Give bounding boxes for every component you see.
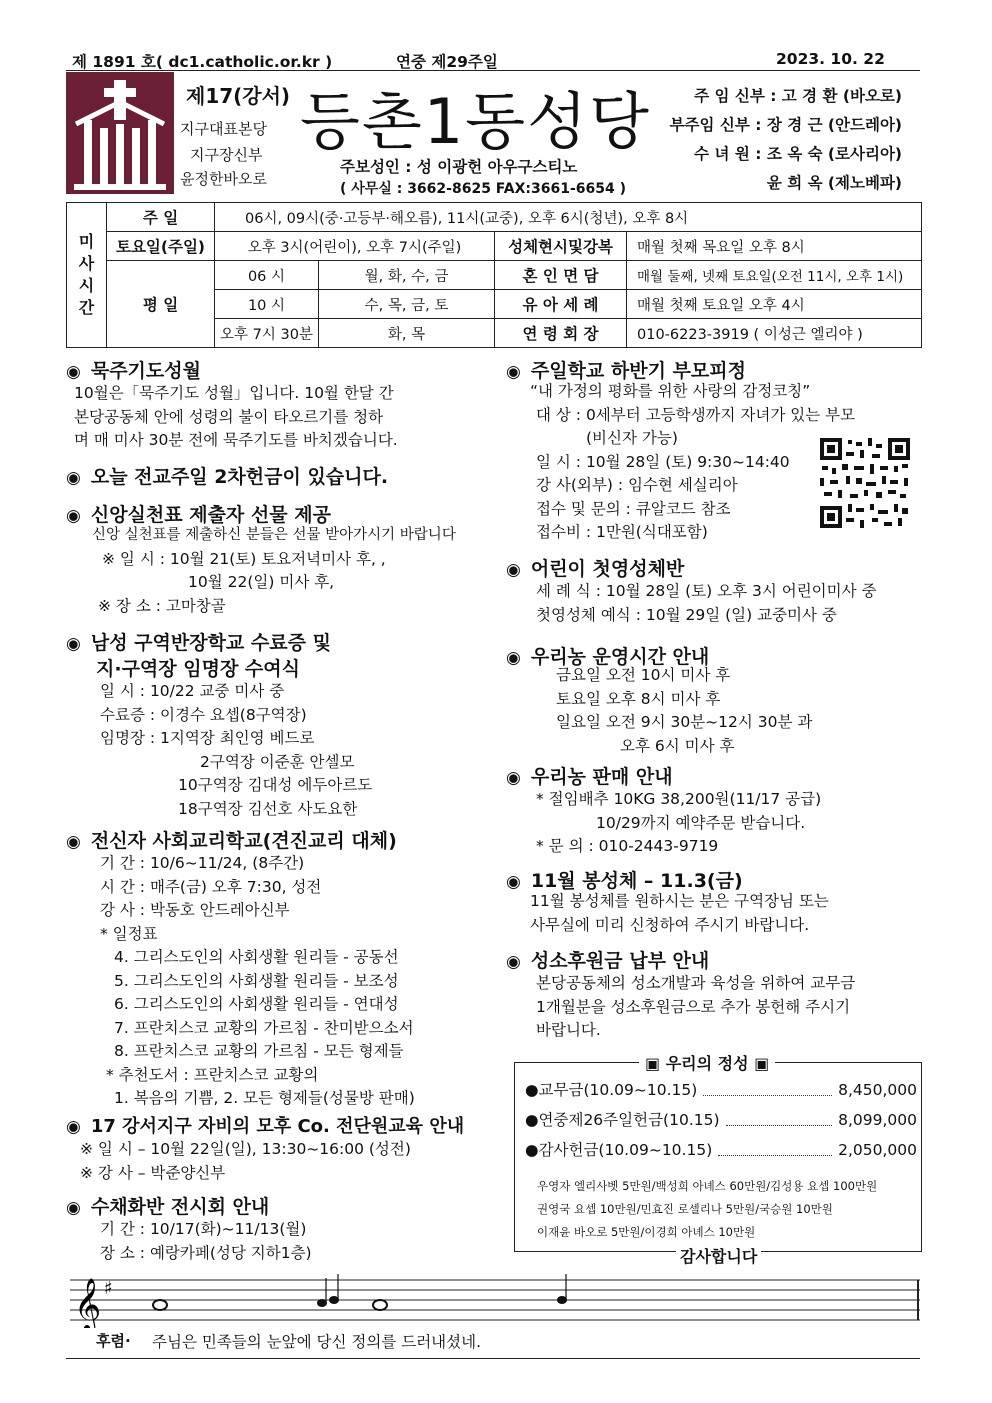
issue-date: 2023. 10. 22	[776, 50, 885, 68]
section-title: ◉ 묵주기도성월	[66, 360, 201, 382]
church-logo	[66, 72, 174, 194]
mass-schedule-table	[66, 202, 922, 348]
bullet-icon: ◉	[66, 1198, 81, 1218]
section-title: ◉ 우리농 운영시간 안내	[506, 646, 710, 668]
offering-title: ▣ 우리의 정성 ▣	[639, 1051, 775, 1074]
sunday-times: 06시, 09시(중·고등부·해오름), 11시(교중), 오후 6시(청년), 오후 8시	[215, 203, 922, 232]
weekday-days: 화, 목	[319, 319, 495, 348]
offering-row: ●연중제26주일헌금(10.15) 8,099,000	[525, 1105, 917, 1135]
liturgical-week: 연중 제29주일	[396, 53, 498, 71]
info-label: 유 아 세 례	[495, 290, 627, 319]
info-label: 혼 인 면 담	[495, 261, 627, 290]
bullet-icon: ◉	[66, 362, 81, 382]
info-label: 연 령 회 장	[495, 319, 627, 348]
weekday-label: 평 일	[107, 261, 215, 348]
section-title: ◉ 주일학교 하반기 부모피정	[506, 360, 746, 382]
adoration-value: 매월 첫째 목요일 오후 8시	[627, 232, 922, 261]
bullet-icon: ◉	[66, 832, 81, 852]
offering-row: ●교무금(10.09~10.15) 8,450,000	[525, 1075, 917, 1105]
section-title: ◉ 우리농 판매 안내	[506, 766, 673, 788]
section-title: ◉ 남성 구역반장학교 수료증 및	[66, 632, 331, 654]
info-value: 010-6223-3919 ( 이성근 엘리야 )	[627, 319, 922, 348]
qr-code[interactable]	[820, 438, 910, 528]
section-body: ※ 일 시 – 10월 22일(일), 13:30~16:00 (성전) ※ 강 사 – 박준양신부	[80, 1140, 411, 1182]
bullet-icon: ◉	[66, 1117, 81, 1137]
adoration-label: 성체현시및강복	[495, 232, 627, 261]
weekday-days: 수, 목, 금, 토	[319, 290, 495, 319]
issue-number: 제 1891 호( dc1.catholic.or.kr )	[72, 53, 333, 71]
page-title: 등촌1동성당	[300, 85, 651, 158]
section-title: ◉ 오늘 전교주일 2차헌금이 있습니다.	[66, 466, 389, 488]
section-body: 기 간 : 10/6~11/24, (8주간) 시 간 : 매주(금) 오후 7:30, 성전 강 사 : 박동호 안드레아신부 * 일정표 4. 그리스도인의 사회생활 원리들 - 공동선 5. 그리스도인의 사회생활 원리들 - 보조성 6. 그리스도인의 사회생활 원리들 - 연대성 7. 프란치스코 교황의 가르침 - 찬미받으소서 8. 프란치스코 교황의 가르침 - 모든 형제들 * 추천도서 : 프란치스코 교황의 1. 복음의 기쁨, 2. 모든 형제들(성물방 판매)	[100, 854, 415, 1107]
bullet-icon: ◉	[506, 560, 521, 580]
footer-rule	[66, 1358, 920, 1359]
mass-side-label: 미 사 시 간	[67, 203, 107, 348]
info-value: 매월 둘째, 넷째 토요일(오전 11시, 오후 1시)	[627, 261, 922, 290]
district-sub2: 지구장신부	[190, 146, 263, 164]
section-body: * 절임배추 10KG 38,200원(11/17 공급) 10/29까지 예약주문 받습니다. * 문 의 : 010-2443-9719	[536, 790, 822, 855]
bullet-icon: ◉	[506, 648, 521, 668]
offering-row: ●감사헌금(10.09~10.15) 2,050,000	[525, 1135, 917, 1165]
saturday-times: 오후 3시(어린이), 오후 7시(주일)	[215, 232, 495, 261]
section-body: 11월 봉성체를 원하시는 분은 구역장님 또는 사무실에 미리 신청하여 주시기 바랍니다.	[530, 892, 829, 934]
section-body: “내 가정의 평화를 위한 사랑의 감정코칭” 대 상 : 0세부터 고등학생까지 자녀가 있는 부모 (비신자 가능) 일 시 : 10월 28일 (토) 9:30~14:40 강 사(외부) : 임수현 세실리아 접수 및 문의 : 큐알코드 참조 접수비 : 1만원(식대포함)	[530, 382, 856, 541]
staff-row: 부주임 신부 : 장 경 근 (안드레아)	[669, 116, 902, 134]
staff-row: 윤 희 옥 (제노베파)	[766, 174, 902, 192]
office-contact: ( 사무실 : 3662-8625 FAX:3661-6654 )	[340, 181, 627, 197]
weekday-time: 10 시	[215, 290, 319, 319]
section-title: ◉ 11월 봉성체 – 11.3(금)	[506, 870, 743, 892]
district-sub1: 지구대표본당	[180, 120, 267, 138]
church-building-icon	[66, 72, 174, 194]
offering-box	[514, 1054, 922, 1252]
staff-row: 주 임 신부 : 고 경 환 (바오로)	[694, 87, 902, 105]
bullet-icon: ◉	[506, 952, 521, 972]
weekday-time: 오후 7시 30분	[215, 319, 319, 348]
section-body: 금요일 오전 10시 미사 후 토요일 오후 8시 미사 후 일요일 오전 9시 30분~12시 30분 과 오후 6시 미사 후	[556, 666, 813, 755]
bullet-icon: ◉	[506, 362, 521, 382]
saturday-label: 토요일(주일)	[107, 232, 215, 261]
section-title: ◉ 어린이 첫영성체반	[506, 558, 685, 580]
section-body: 세 례 식 : 10월 28일 (토) 오후 3시 어린이미사 중 첫영성체 예식 : 10월 29일 (일) 교중미사 중	[536, 582, 877, 624]
staff-row: 수 녀 원 : 조 옥 숙 (로사리아)	[694, 145, 902, 163]
section-body: 10월은「묵주기도 성월」입니다. 10월 한달 간 본당공동체 안에 성령의 불이 타오르기를 청하 며 매 미사 30분 전에 묵주기도를 바치겠습니다.	[74, 384, 398, 449]
weekday-time: 06 시	[215, 261, 319, 290]
psalm-refrain-text: 주님은 민족들의 눈앞에 당신 정의를 드러내셨네.	[152, 1333, 482, 1351]
section-body: 본당공동체의 성소개발과 육성을 위하여 교무금 1개월분을 성소후원금으로 추가 봉헌해 주시기 바랍니다.	[536, 974, 856, 1039]
bullet-icon: ◉	[66, 506, 81, 526]
header-rule	[66, 70, 920, 71]
music-staff	[70, 1268, 920, 1328]
section-title-line2: 지·구역장 임명장 수여식	[96, 658, 300, 680]
treble-staff-icon	[70, 1268, 920, 1328]
section-body: 신앙 실천표를 제출하신 분들은 선물 받아가시기 바랍니다 ※ 일 시 : 10월 21(토) 토요저녁미사 후, , 10월 22(일) 미사 후, ※ 장 소 : 고마창골	[92, 527, 456, 615]
bullet-icon: ◉	[66, 468, 81, 488]
bullet-icon: ◉	[506, 768, 521, 788]
qr-code-icon	[820, 438, 910, 528]
district-name: 제17(강서)	[186, 84, 291, 108]
thanks-text: 감사합니다	[676, 1244, 761, 1267]
sunday-label: 주 일	[107, 203, 215, 232]
section-title: ◉ 17 강서지구 자비의 모후 Co. 전단원교육 안내	[66, 1116, 465, 1137]
weekday-days: 월, 화, 수, 금	[319, 261, 495, 290]
district-sub3: 윤정한바오로	[180, 170, 267, 188]
svg-text:𝄞: 𝄞	[74, 1277, 102, 1328]
staff-list	[652, 82, 902, 198]
section-title: ◉ 신앙실천표 제출자 선물 제공	[66, 504, 331, 526]
bullet-icon: ◉	[506, 872, 521, 892]
donor-list: 우영자 엘리사벳 5만원/백성희 아녜스 60만원/김성용 요셉 100만원 권영국 요셉 10만원/민효진 로셀리나 5만원/국승원 10만원 이재윤 바오로 5만원/이경희 아녜스 10만원	[537, 1179, 878, 1239]
bullet-icon: ◉	[66, 634, 81, 654]
section-body: 일 시 : 10/22 교중 미사 중 수료증 : 이경수 요셉(8구역장) 임명장 : 1지역장 최인영 베드로 2구역장 이준훈 안셀모 10구역장 김대성 에두아르도 18구역장 김선호 사도요한	[100, 682, 373, 818]
section-title: ◉ 성소후원금 납부 안내	[506, 950, 710, 972]
section-title: ◉ 전신자 사회교리학교(견진교리 대체)	[66, 830, 397, 852]
patron-saint: 주보성인 : 성 이광헌 아우구스티노	[340, 158, 578, 176]
svg-text:♯: ♯	[104, 1278, 113, 1299]
section-title: ◉ 수채화반 전시회 안내	[66, 1196, 270, 1218]
section-body: 기 간 : 10/17(화)~11/13(월) 장 소 : 예랑카페(성당 지하1층)	[100, 1220, 312, 1262]
psalm-refrain-label: 후렴·	[96, 1332, 131, 1350]
info-value: 매월 첫째 토요일 오후 4시	[627, 290, 922, 319]
